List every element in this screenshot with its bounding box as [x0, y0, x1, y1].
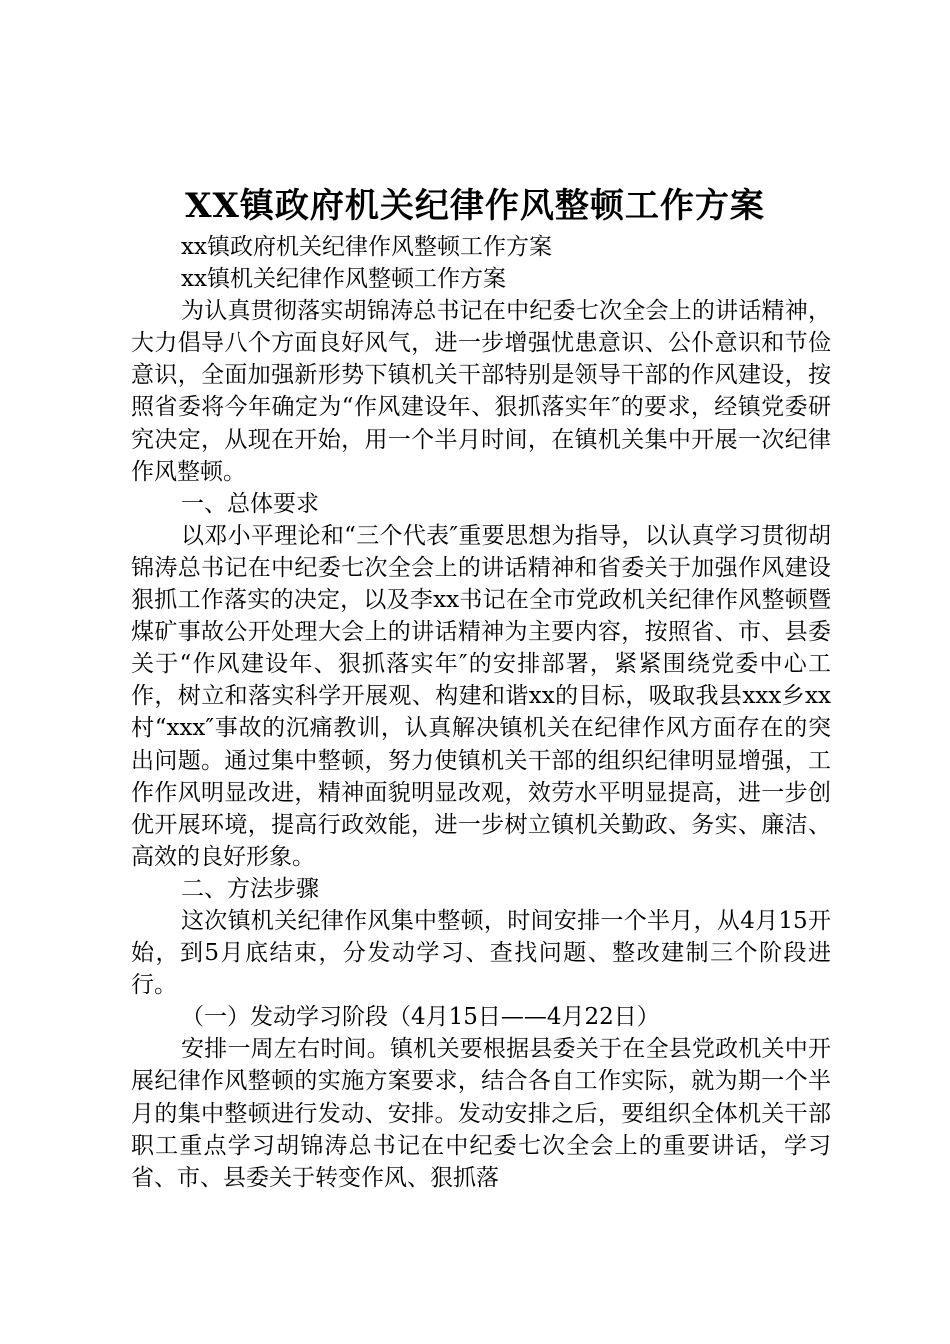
document-body — [131, 231, 831, 1194]
subsection-heading-mobilization: （一）发动学习阶段（4月15日——4月22日） — [181, 1004, 660, 1031]
paragraph-intro: 为认真贯彻落实胡锦涛总书记在中纪委七次全会上的讲话精神，大力倡导八个方面良好风气，进一步增强忧患意识、公仆意识和节俭意识，全面加强新形势下镇机关干部特别是领导干部的作风建设，按照省委将今年确定为“作风建设年、狠抓落实年″的要求，经镇党委研究决定，从现在开始，用一个半月时间，在镇机关集中开展一次纪律作风整顿。 — [131, 298, 831, 485]
document-title: XX镇政府机关纪律作风整顿工作方案 — [185, 186, 765, 226]
section-heading-method-steps: 二、方法步骤 — [181, 875, 319, 902]
paragraph-mobilization: 安排一周左右时间。镇机关要根据县委关于在全县党政机关中开展纪律作风整顿的实施方案要求，结合各自工作实际，就为期一个半月的集中整顿进行发动、安排。发动安排之后，要组织全体机关干部职工重点学习胡锦涛总书记在中纪委七次全会上的重要讲话，学习省、市、县委关于转变作风、狠抓落 — [131, 1036, 831, 1191]
paragraph-subtitle-1: xx镇政府机关纪律作风整顿工作方案 — [181, 234, 552, 260]
section-heading-general-requirements: 一、总体要求 — [181, 490, 319, 517]
paragraph-general-requirements: 以邓小平理论和“三个代表″重要思想为指导，以认真学习贯彻胡锦涛总书记在中纪委七次全会上的讲话精神和省委关于加强作风建设狠抓工作落实的决定，以及李xx书记在全市党政机关纪律作风整顿暨煤矿事故公开处理大会上的讲话精神为主要内容，按照省、市、县委关于“作风建设年、狠抓落实年″的安排部署，紧紧围绕党委中心工作，树立和落实科学开展观、构建和谐xx的目标，吸取我县xxx乡xx村“xxx″事故的沉痛教训，认真解决镇机关在纪律作风方面存在的突出问题。通过集中整顿，努力使镇机关干部的组织纪律明显增强，工作作风明显改进，精神面貌明显改观，效劳水平明显提高，进一步创优开展环境，提高行政效能，进一步树立镇机关勤政、务实、廉洁、高效的良好形象。 — [131, 522, 831, 870]
paragraph-method-steps: 这次镇机关纪律作风集中整顿，时间安排一个半月，从4月15开始，到5月底结束，分发动学习、查找问题、整改建制三个阶段进行。 — [131, 907, 831, 999]
paragraph-subtitle-2: xx镇机关纪律作风整顿工作方案 — [181, 266, 506, 293]
